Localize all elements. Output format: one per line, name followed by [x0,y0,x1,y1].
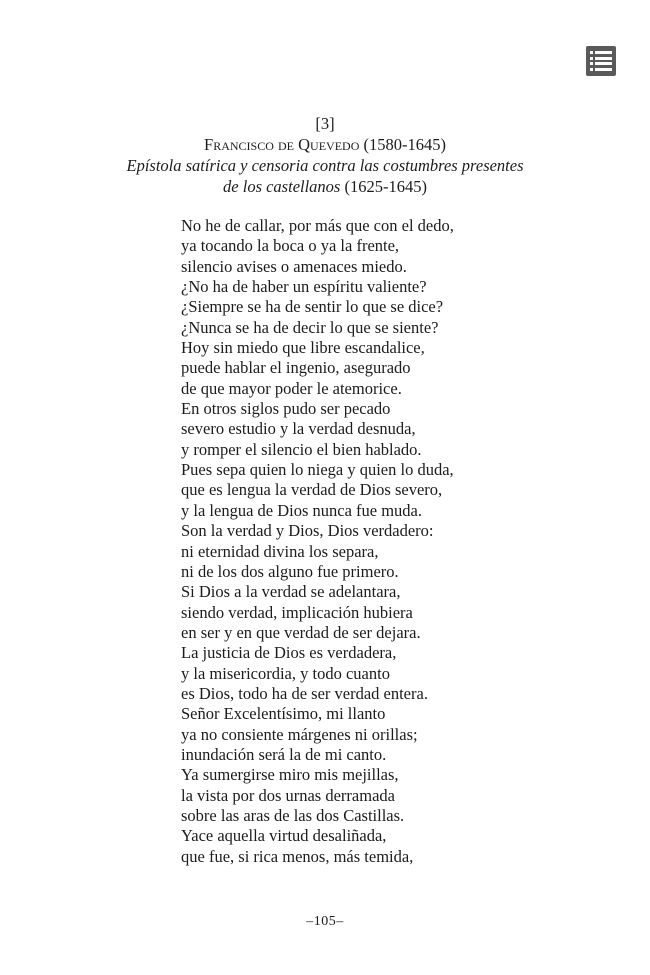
poem-line: Pues sepa quien lo niega y quien lo duda, [181,460,454,480]
title-part-1: Epístola satírica y censoria contra las costumbres presentes [126,156,524,175]
poem-line: severo estudio y la verdad desnuda, [181,419,416,439]
poem-line: ¿Siempre se ha de sentir lo que se dice? [181,297,444,317]
list-menu-icon-row [590,57,612,60]
poem-line: ¿No ha de haber un espíritu valiente? [181,277,427,297]
poem-heading [0,113,650,197]
poem-line: y romper el silencio el bien hablado. [181,439,422,459]
poem-line: sobre las aras de las dos Castillas. [181,805,405,825]
title-part-2: de los castellanos [223,177,341,196]
author-line [0,134,650,155]
poem-line: en ser y en que verdad de ser dejara. [181,622,421,642]
poem-line: siendo verdad, implicación hubiera [181,602,413,622]
poem-line: Si Dios a la verdad se adelantara, [181,582,401,602]
page-number: –105– [306,914,344,929]
poem-line: puede hablar el ingenio, asegurado [181,358,411,378]
poem-line: que fue, si rica menos, más temida, [181,846,414,866]
poem-line: ni de los dos alguno fue primero. [181,561,399,581]
poem-line: Hoy sin miedo que libre escandalice, [181,338,425,358]
poem-line: Ya sumergirse miro mis mejillas, [181,765,399,785]
poem-line: la vista por dos urnas derramada [181,785,395,805]
author-dates: (1580-1645) [363,135,446,154]
poem-line: y la misericordia, y todo cuanto [181,663,390,683]
poem-line: Yace aquella virtud desaliñada, [181,826,387,846]
poem-line: y la lengua de Dios nunca fue muda. [181,500,423,520]
poem-line: ya tocando la boca o ya la frente, [181,236,400,256]
poem-line: silencio avises o amenaces miedo. [181,256,407,276]
title-dates: (1625-1645) [344,177,427,196]
poem-line: En otros siglos pudo ser pecado [181,399,391,419]
poem-line: que es lengua la verdad de Dios severo, [181,480,443,500]
poem-line: ni eternidad divina los separa, [181,541,379,561]
poem-line: ¿Nunca se ha de decir lo que se siente? [181,317,439,337]
poem-number: [3] [315,114,335,133]
poem-line: Señor Excelentísimo, mi llanto [181,704,386,724]
poem-body [181,216,454,867]
poem-line: inundación será la de mi canto. [181,744,387,764]
menu-button[interactable] [586,46,616,76]
poem-line: es Dios, todo ha de ser verdad entera. [181,683,428,703]
list-menu-icon-row [590,51,612,54]
title-line-2 [0,176,650,197]
poem-line: de que mayor poder le atemorice. [181,378,402,398]
poem-line: La justicia de Dios es verdadera, [181,643,397,663]
poem-line: No he de callar, por más que con el dedo, [181,216,454,235]
author-name: Francisco de Quevedo [204,135,360,154]
poem-line: ya no consiente márgenes ni orillas; [181,724,418,744]
poem-line: Son la verdad y Dios, Dios verdadero: [181,521,434,541]
list-menu-icon-row [590,68,612,71]
title-line-1 [0,155,650,176]
list-menu-icon-row [590,62,612,65]
